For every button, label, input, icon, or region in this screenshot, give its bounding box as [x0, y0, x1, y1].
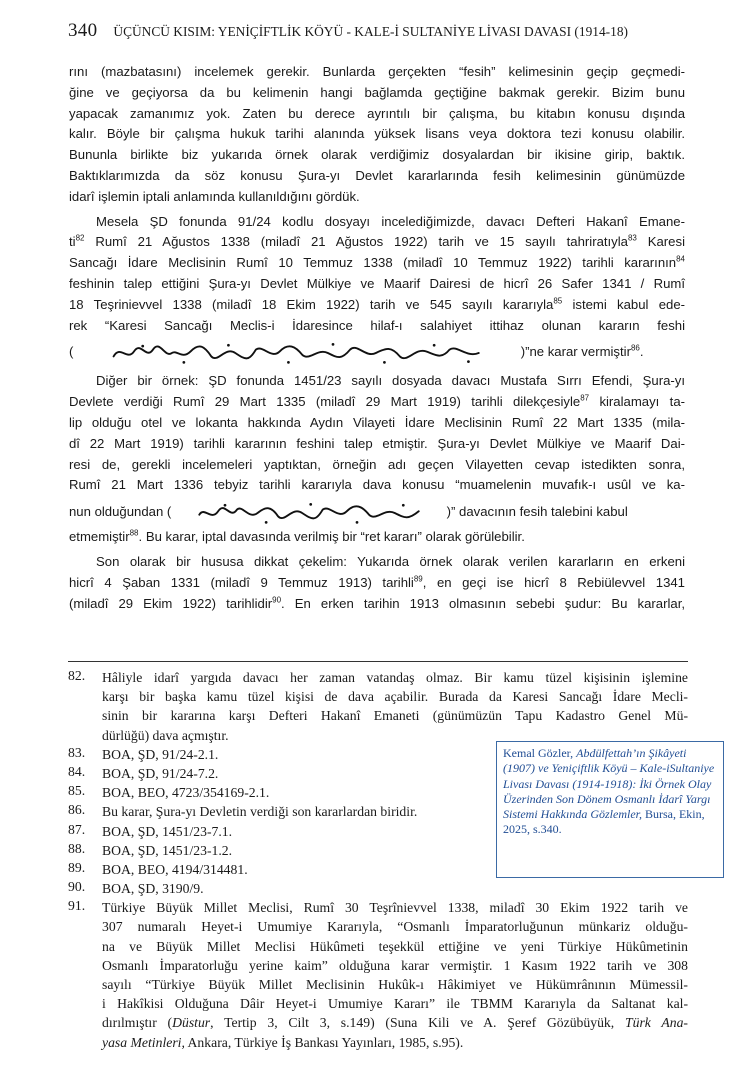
body-line: dî 22 Mart 1919) tarihli kararının feshini talep etmiştir. Şura-yı Devlet Mülkiye ve Maarif Dai- — [69, 435, 685, 451]
paragraph-4 — [69, 552, 685, 614]
footnote-divider — [68, 661, 688, 662]
footnote-90: 90. BOA, ŞD, 3190/9. — [68, 879, 204, 897]
running-header — [68, 20, 708, 44]
body-line: lip olduğu otel ve lokanta hakkında Aydın Vilayeti İdare Meclisinin Rumî 22 Mart 1335 (mila- — [69, 414, 685, 430]
body-line: ğine ve geçiyorsa da bu kelimenin hangi bağlamda geçtiğine bakmak gerekir. Bizim bunu — [69, 84, 685, 100]
body-line: etmemiştir$^{88}$. Bu karar, iptal davasında verilmiş bir “ret kararı” olarak görülebilir. — [69, 528, 525, 545]
running-title: ÜÇÜNCÜ KISIM: YENİÇİFTLİK KÖYÜ - KALE-İ SULTANİYE LİVASI DAVASI (1914-18) — [113, 24, 628, 39]
footnote-ref-82[interactable]: 82 — [75, 234, 85, 243]
body-line: resi de, gerekli incelemeleri yaptıktan, örneğin adı geçen Vilayetten cevap istedikten sonra, — [69, 456, 685, 472]
body-line: (miladî 29 Ekim 1922) tarihlidir$^{90}$. En erken tarihin 1913 olmasının sebebi şudur: Bu kararlar, — [69, 595, 685, 611]
ottoman-script-quote-2 — [175, 501, 443, 525]
footnote-ref-86[interactable]: 86 — [630, 343, 640, 353]
footnote-ref-83[interactable]: 83 — [627, 234, 637, 243]
main-body — [69, 62, 685, 614]
body-line: ( )”ne karar vermiştir$^{86}$. — [69, 336, 685, 367]
body-line: rek “Karesi Sancağı Meclis-i İdaresince hilaf-ı salahiyet ittihaz olunan kararın feshi — [69, 317, 685, 333]
footnote-83: 83. BOA, ŞD, 91/24-2.1. — [68, 744, 219, 762]
body-line: Diğer bir örnek: ŞD fonunda 1451/23 sayılı dosyada davacı Mustafa Sırrı Efendi, Şura-yı — [96, 373, 685, 389]
citation-author: Kemal Gözler, — [503, 746, 577, 760]
body-line: Mesela ŞD fonunda 91/24 kodlu dosyayı incelediğimizde, davacı Defteri Hakanî Emane- — [96, 213, 685, 229]
footnote-ref-89[interactable]: 89 — [413, 574, 423, 584]
body-line: Rumî 21 Mart 1336 tebyiz tarihli kararıyla dava konusu “muamelenin muvafık-ı usûl ve ka- — [69, 477, 685, 493]
body-line: yapacak zamanımız yok. Zaten bu derece ayrıntılı bir çalışma, bu kitabın konusu dışında — [69, 105, 685, 121]
footnote-86: 86. Bu karar, Şura-yı Devletin verdiği son kararlardan biridir. — [68, 802, 418, 820]
body-line: 18 Teşrinievvel 1338 (miladî 18 Ekim 1922) tarih ve 545 sayılı kararıyla$^{85}$ istemi kabul ede- — [69, 296, 686, 312]
body-line: Devlete verdiği Rumî 29 Mart 1335 (miladî 29 Mart 1919) tarihli dilekçesiyle$^{87}$ kiralamayı ta- — [69, 393, 686, 410]
citation-box — [496, 741, 724, 878]
paragraph-1 — [69, 62, 685, 208]
body-line: kalır. Böyle bir çalışma hukuk tarihi alanında yüksek lisans veya doktora tezi konusu olabilir. — [69, 126, 685, 142]
citation-title: Abdülfettah’ın Şikâyeti (1907) ve Yeniçiftlik Köyü – Kale-iSultaniye Livası Davası (1914-1918): İki Örnek Olay Üzerinden Son Dönem Osmanlı İdarî Yargı Sistemi Hakkında Gözlemler, — [503, 746, 715, 822]
footnote-ref-90[interactable]: 90 — [272, 595, 282, 605]
body-line: rını (mazbatasını) incelemek gerekir. Bunlarda gerçekten “fesih” kelimesinin geçip geçmedi- — [69, 64, 685, 79]
footnote-ref-88[interactable]: 88 — [129, 528, 139, 538]
footnote-ref-85[interactable]: 85 — [553, 296, 563, 306]
body-line: $ti^{82}$ Rumî 21 Ağustos 1338 (miladî 21 Ağustos 1922) tarih ve 15 sayılı tahriratıyla$^{83}$ Karesi — [69, 234, 685, 250]
body-line: feshinin talep ettiğini Şura-yı Devlet Mülkiye ve Maarif Dairesi de hicrî 26 Safer 1341 / Rumî — [69, 275, 685, 291]
body-line: Sancağı İdare Meclisinin Rumî 10 Temmuz 1338 (miladî 10 Temmuz 1922) tarihli kararının$^{84}$ — [69, 254, 685, 271]
paragraph-2 — [69, 212, 685, 368]
footnote-87: 87. BOA, ŞD, 1451/23-7.1. — [68, 821, 233, 839]
body-line: Bununla birlikte biz yukarıda örnek olarak verdiğimiz dosyalardan bir ikisine girip, baktık. — [69, 147, 685, 163]
footnote-91: 91. Türkiye Büyük Millet Meclisi, Rumî 30 Teşrînievvel 1338, miladî 30 Ekim 1922 tarih ve 307 numaralı Heyet-i Umumiye Kararıyla, “Osmanlı İmparatorluğunun münkariz olduğu- na ve Büyük Millet Meclisi Hükûmeti teşekkül ettiğine ve yeni Türkiye Hükûmetinin Osmanlı İmparatorluğu yerine kaim” olduğuna karar vermiştir. 1 Kasım 1922 tarih ve 308 sayılı “Türkiye Büyük Millet Meclisinin Hukûk-ı Hâkimiyet ve Hükümrânının Mümessil- i Hakîkisi Olduğuna Dâir Heyet-i Umumiye Kararı” ile TBMM Kararıyla da Saltanat kal- dırılmıştır (Düstur, Tertip 3, Cilt 3, s.149) (Suna Kili ve A. Şeref Gözübüyük, Türk Ana- yasa Metinleri, Ankara, Türkiye İş Bankası Yayınları, 1985, s.95). — [68, 898, 688, 1050]
paragraph-3 — [69, 371, 685, 548]
footnote-88: 88. BOA, ŞD, 1451/23-1.2. — [68, 840, 233, 858]
footnote-84: 84. BOA, ŞD, 91/24-7.2. — [68, 763, 219, 781]
body-line: idarî işlemin iptali anlamında kullanıldığını gördük. — [69, 188, 360, 204]
footnote-82: 82. Hâliyle idarî yargıda davacı her zaman vatandaş olmaz. Bir kamu tüzel kişisinin işlemine karşı bir başka kamu tüzel kişisi de dava açabilir. Burada da Karesi Sancağı İdare Mecli- sinin bir kararına karşı Defteri Hakanî Emaneti (günümüzün Tapu Kadastro Genel Mü- dürlüğü) dava açmıştır. — [68, 668, 688, 743]
footnote-85: 85. BOA, BEO, 4723/354169-2.1. — [68, 783, 270, 801]
ottoman-script-quote-1 — [77, 341, 517, 365]
body-line: Son olarak bir hususa dikkat çekelim: Yukarıda örnek olarak verilen kararların en erkeni — [96, 553, 685, 569]
citation-publication: Bursa, Ekin, 2025, s.340. — [503, 807, 705, 837]
footnote-89: 89. BOA, BEO, 4194/314481. — [68, 859, 248, 877]
page-number: 340 — [68, 20, 98, 41]
footnote-ref-84[interactable]: 84 — [676, 254, 685, 264]
body-line: nun olduğundan ( )” davacının fesih talebini kabul — [69, 496, 685, 527]
body-line: hicrî 4 Şaban 1331 (miladî 9 Temmuz 1913) tarihli$^{89}$, en geçi ise hicrî 8 Rebiülevvel 1341 — [69, 574, 685, 590]
footnote-ref-87[interactable]: 87 — [580, 393, 590, 403]
body-line: Baktıklarımızda da söz konusu Şura-yı Devlet kararlarında fesih kelimesinin günümüzde — [69, 167, 685, 183]
